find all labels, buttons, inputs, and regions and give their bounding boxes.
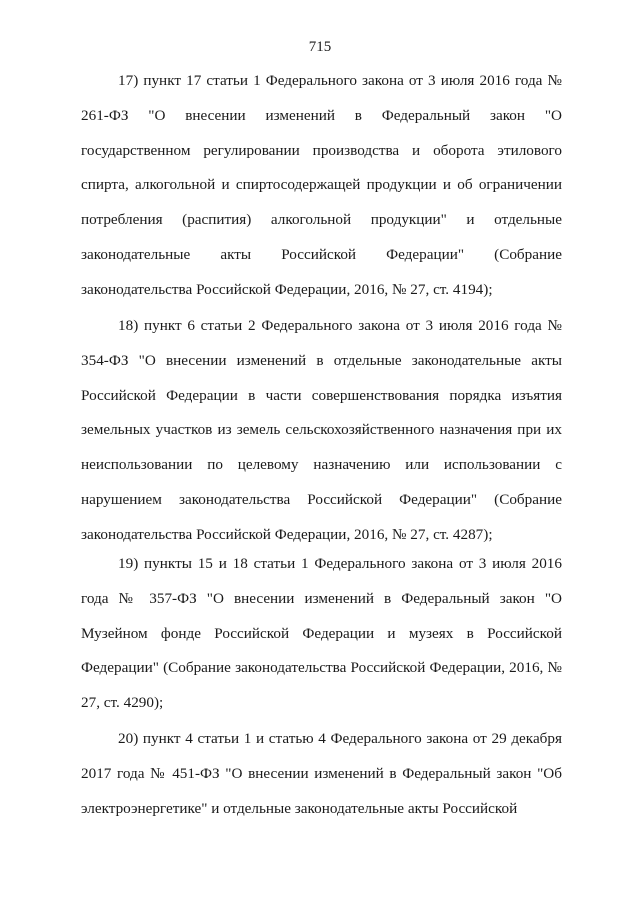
paragraph-item-20: 20) пункт 4 статьи 1 и статью 4 Федерального закона от 29 декабря 2017 года № 451-ФЗ "О внесении изменений в Федеральный закон "Об электроэнергетике" и отдельные законодательные акты Российской: [81, 730, 562, 817]
paragraph-item-17: 17) пункт 17 статьи 1 Федерального закона от 3 июля 2016 года № 261-ФЗ "О внесении изменений в Федеральный закон "О государственном регулировании производства и оборота этилового спирта, алкогольной и спиртосодержащей продукции и об ограничении потребления (распития) алкогольной продукции" и отдельные законодательные акты Российской Федерации" (Собрание законодательства Российской Федерации, 2016, № 27, ст. 4194);: [81, 72, 562, 298]
page-number: 715: [308, 39, 332, 55]
paragraph-item-19: 19) пункты 15 и 18 статьи 1 Федерального закона от 3 июля 2016 года № 357-ФЗ "О внесении изменений в Федеральный закон "О Музейном фонде Российской Федерации и музеях в Российской Федерации" (Собрание законодательства Российской Федерации, 2016, № 27, ст. 4290);: [81, 555, 562, 712]
paragraph-item-18: 18) пункт 6 статьи 2 Федерального закона от 3 июля 2016 года № 354-ФЗ "О внесении изменений в отдельные законодательные акты Российской Федерации в части совершенствования порядка изъятия земельных участков из земель сельскохозяйственного назначения при их неиспользовании по целевому назначению или использовании с нарушением законодательства Российской Федерации" (Собрание законодательства Российской Федерации, 2016, № 27, ст. 4287);: [81, 317, 562, 543]
